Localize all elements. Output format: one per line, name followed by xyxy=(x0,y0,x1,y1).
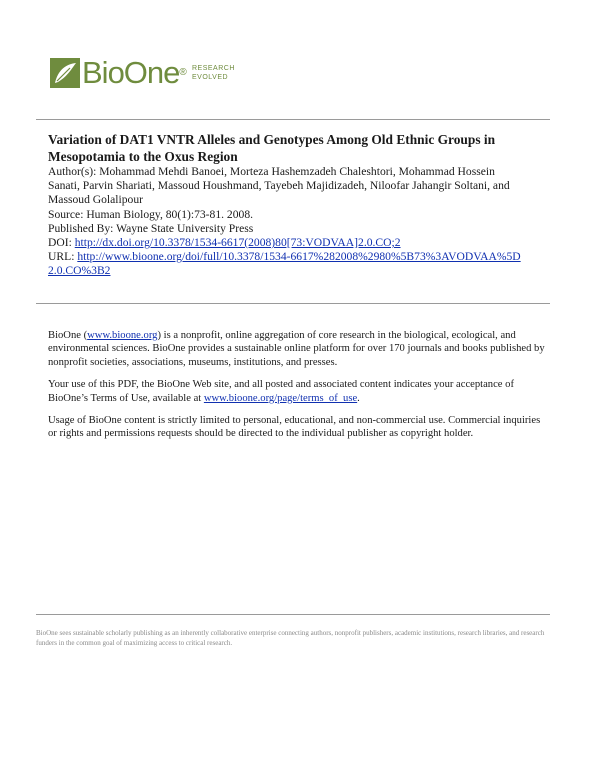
footer-divider xyxy=(36,614,550,615)
article-metadata xyxy=(48,131,528,279)
notice-p2-pre: Your use of this PDF, the BioOne Web site, and all posted and associated content indicates your acceptance of BioOne’s Terms of Use, available at xyxy=(48,379,514,404)
article-doi xyxy=(48,236,528,250)
url-link[interactable]: http://www.bioone.org/doi/full/10.3378/1534-6617%282008%2980%5B73%3AVODVAA%5D2.0.CO%3B2 xyxy=(48,250,521,278)
footer-statement: BioOne sees sustainable scholarly publishing as an inherently collaborative enterprise connecting authors, nonprofit publishers, academic institutions, research libraries, and research funders in the common goal of maximizing access to critical research. xyxy=(36,629,545,647)
bioone-leaf-icon xyxy=(50,58,80,88)
article-publisher: Published By: Wayne State University Press xyxy=(48,221,254,235)
notice-p2-post: . xyxy=(357,392,360,404)
article-title: Variation of DAT1 VNTR Alleles and Genotypes Among Old Ethnic Groups in Mesopotamia to the Oxus Region xyxy=(48,132,496,164)
logo-tagline-line2: EVOLVED xyxy=(192,74,229,81)
top-divider xyxy=(36,119,550,120)
logo-tagline xyxy=(192,64,235,82)
doi-label: DOI: xyxy=(48,236,75,250)
article-authors: Author(s): Mohammad Mehdi Banoei, Morteza Hashemzadeh Chaleshtori, Mohammad Hossein Sanati, Parvin Shariati, Massoud Houshmand, Tayebeh Majidizadeh, Niloofar Jahangir Soltani, and Massoud Golalipour xyxy=(48,165,510,207)
notice-p1-pre: BioOne ( xyxy=(48,330,88,341)
terms-of-use-link[interactable]: www.bioone.org/page/terms_of_use xyxy=(203,392,358,404)
url-label: URL: xyxy=(48,250,78,264)
middle-divider xyxy=(36,303,550,304)
bioone-logo[interactable] xyxy=(50,55,250,95)
doi-link[interactable]: http://dx.doi.org/10.3378/1534-6617(2008)80[73:VODVAA]2.0.CO;2 xyxy=(74,236,401,250)
logo-brand: BioOne® xyxy=(82,55,186,90)
article-url xyxy=(48,250,528,278)
notice-paragraph-about xyxy=(48,329,550,369)
article-source: Source: Human Biology, 80(1):73-81. 2008. xyxy=(48,207,254,221)
notice-p1-post: ) is a nonprofit, online aggregation of core research in the biological, ecological, and environmental sciences. BioOne provides a sustainable online platform for over 170 journals and books published by nonprofit societies, associations, museums, institutions, and presses. xyxy=(48,330,545,368)
bioone-home-link[interactable]: www.bioone.org xyxy=(87,330,158,341)
notice-paragraph-usage: Usage of BioOne content is strictly limited to personal, educational, and non-commercial use. Commercial inquiries or rights and permissions requests should be directed to the individual publisher as copyright holder. xyxy=(48,415,541,440)
bioone-notice xyxy=(48,329,550,450)
notice-paragraph-terms xyxy=(48,378,550,405)
logo-tagline-line1: RESEARCH xyxy=(192,65,235,72)
